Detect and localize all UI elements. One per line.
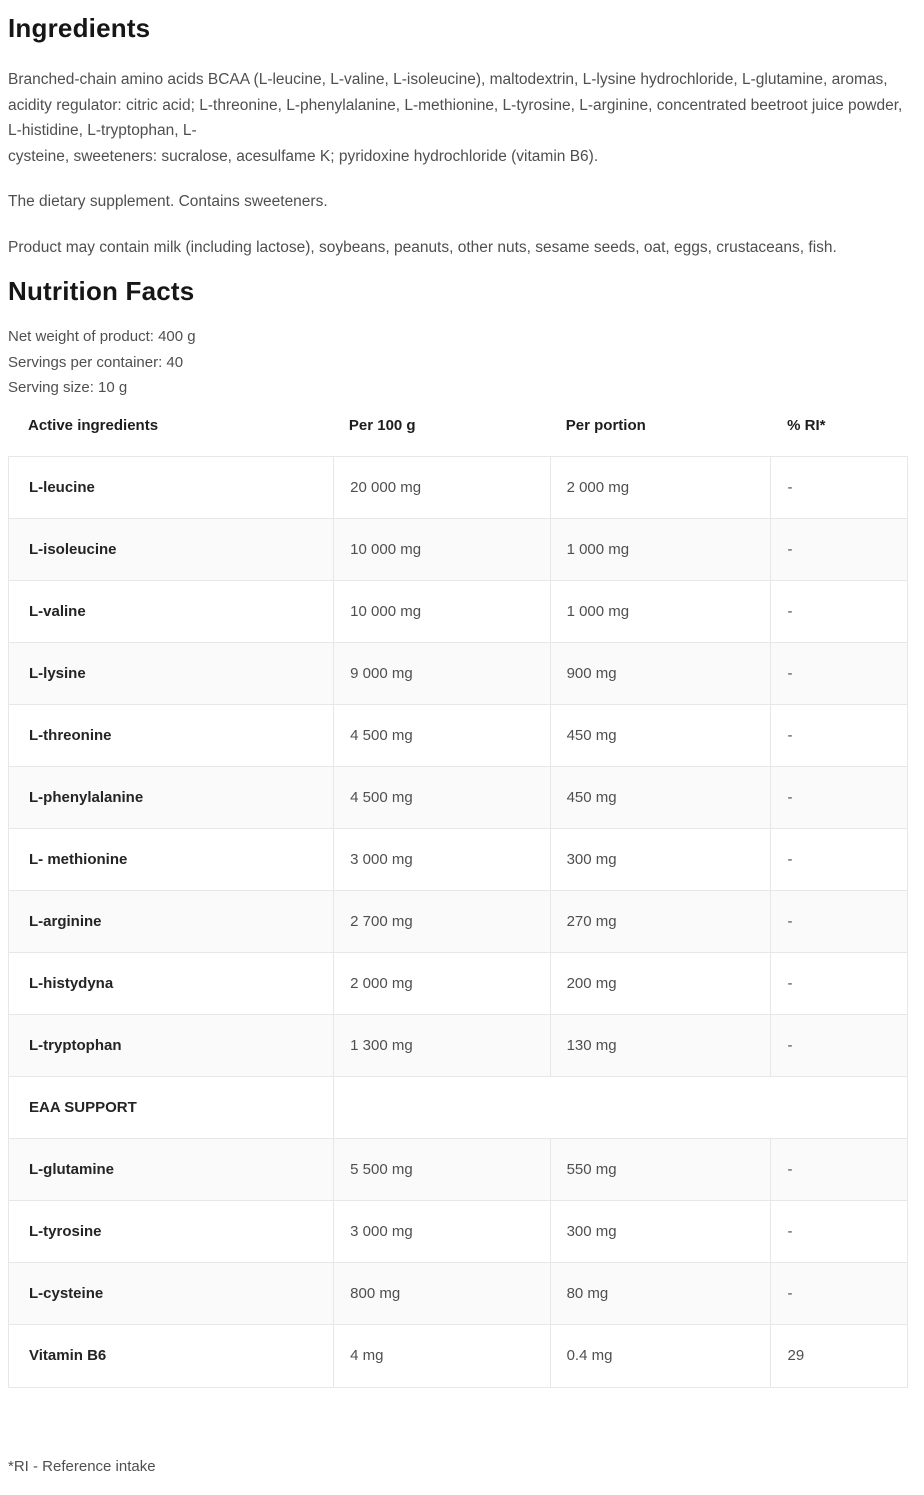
reference-intake-footnote: *RI - Reference intake	[8, 1457, 156, 1475]
ingredient-value-cell: -	[770, 1015, 906, 1076]
table-section-row	[9, 1077, 907, 1139]
ingredient-name-cell: L-tryptophan	[29, 1036, 122, 1054]
ingredient-name-cell: L-isoleucine	[29, 540, 117, 558]
table-row	[9, 1015, 907, 1077]
header-per-100g: Per 100 g	[348, 416, 416, 434]
ingredient-value-cell: 550 mg	[550, 1139, 771, 1200]
ingredient-value-cell: -	[770, 953, 906, 1014]
ingredient-value-cell: -	[770, 643, 906, 704]
table-row	[9, 1325, 907, 1387]
table-row	[9, 581, 907, 643]
table-row	[9, 953, 907, 1015]
ingredient-name-cell: L-cysteine	[29, 1284, 104, 1302]
nutrition-table	[8, 456, 908, 1388]
ingredient-name-cell: L-leucine	[29, 478, 95, 496]
ingredients-title: Ingredients	[8, 13, 151, 43]
ingredient-value-cell: 0.4 mg	[550, 1325, 771, 1387]
ingredient-value-cell: 3 000 mg	[333, 829, 549, 890]
table-row	[9, 519, 907, 581]
ingredient-name-cell: L-threonine	[29, 726, 112, 744]
ingredient-value-cell: -	[770, 891, 906, 952]
ingredient-value-cell: 900 mg	[550, 643, 771, 704]
ingredient-value-cell: 29	[770, 1325, 906, 1387]
ingredient-value-cell: 1 000 mg	[550, 581, 771, 642]
ingredient-value-cell: 270 mg	[550, 891, 771, 952]
ingredient-name-cell: L-histydyna	[29, 974, 114, 992]
ingredient-value-cell: 4 500 mg	[333, 767, 549, 828]
table-row	[9, 829, 907, 891]
ingredient-value-cell: 1 300 mg	[333, 1015, 549, 1076]
servings-per-container: Servings per container: 40	[8, 353, 184, 371]
ingredient-value-cell: 300 mg	[550, 1201, 771, 1262]
ingredient-value-cell: 10 000 mg	[333, 519, 549, 580]
header-percent-ri: % RI*	[787, 416, 826, 434]
table-row	[9, 457, 907, 519]
nutrition-facts-title: Nutrition Facts	[8, 276, 195, 306]
table-row	[9, 1263, 907, 1325]
ingredient-name-cell: L- methionine	[29, 850, 128, 868]
ingredient-value-cell: 4 mg	[333, 1325, 549, 1387]
header-active-ingredients: Active ingredients	[28, 416, 159, 434]
allergen-note: Product may contain milk (including lactose), soybeans, peanuts, other nuts, sesame seeds, oat, eggs, crustaceans, fish.	[8, 238, 837, 256]
ingredient-value-cell: -	[770, 581, 906, 642]
ingredients-composition-line1: Branched-chain amino acids BCAA (L-leucine, L-valine, L-isoleucine), maltodextrin, L-lysine hydrochloride, L-glutamine, aromas, acidity regulator: citric acid; L-threonine, L-phenylalanine, L-methionine, L-tyrosine, L-arginine, concentrated beetroot juice powder, L-histidine, L-tryptophan, L-	[8, 71, 903, 139]
ingredient-name-cell: L-arginine	[29, 912, 102, 930]
ingredient-value-cell: 200 mg	[550, 953, 771, 1014]
table-row	[9, 1139, 907, 1201]
net-weight: Net weight of product: 400 g	[8, 328, 196, 345]
ingredient-value-cell: 3 000 mg	[333, 1201, 549, 1262]
ingredient-name-cell: L-valine	[29, 602, 86, 620]
ingredient-value-cell: 10 000 mg	[333, 581, 549, 642]
ingredient-value-cell: 2 700 mg	[333, 891, 549, 952]
ingredient-value-cell: 9 000 mg	[333, 643, 549, 704]
ingredient-value-cell: 130 mg	[550, 1015, 771, 1076]
ingredient-name-cell: L-glutamine	[29, 1160, 114, 1178]
ingredient-name-cell: L-tyrosine	[29, 1222, 102, 1240]
ingredient-value-cell: 5 500 mg	[333, 1139, 549, 1200]
ingredient-value-cell: -	[770, 829, 906, 890]
supplement-note: The dietary supplement. Contains sweeteners.	[8, 193, 328, 210]
ingredient-value-cell: 20 000 mg	[333, 457, 549, 518]
ingredient-value-cell: 4 500 mg	[333, 705, 549, 766]
ingredient-value-cell: -	[770, 705, 906, 766]
ingredient-value-cell: -	[770, 1201, 906, 1262]
ingredient-name-cell: L-lysine	[29, 664, 86, 682]
ingredient-value-cell: 450 mg	[550, 767, 771, 828]
ingredient-value-cell: -	[770, 1263, 906, 1324]
nutrition-meta	[8, 324, 908, 401]
ingredient-value-cell: 80 mg	[550, 1263, 771, 1324]
table-row	[9, 891, 907, 953]
ingredient-value-cell: -	[770, 767, 906, 828]
ingredient-value-cell: 2 000 mg	[550, 457, 771, 518]
ingredient-value-cell: 800 mg	[333, 1263, 549, 1324]
table-row	[9, 705, 907, 767]
table-row	[9, 767, 907, 829]
ingredient-value-cell: -	[770, 1139, 906, 1200]
ingredient-value-cell: 1 000 mg	[550, 519, 771, 580]
ingredient-value-cell: 2 000 mg	[333, 953, 549, 1014]
ingredients-composition-line2: cysteine, sweeteners: sucralose, acesulfame K; pyridoxine hydrochloride (vitamin B6).	[8, 147, 599, 165]
table-row	[9, 1201, 907, 1263]
table-header-row	[8, 417, 908, 434]
table-row	[9, 643, 907, 705]
serving-size: Serving size: 10 g	[8, 379, 128, 396]
ingredient-value-cell: -	[770, 519, 906, 580]
ingredient-value-cell: 300 mg	[550, 829, 771, 890]
ingredient-name-cell: EAA SUPPORT	[29, 1098, 137, 1116]
ingredient-value-cell: 450 mg	[550, 705, 771, 766]
header-per-portion: Per portion	[565, 416, 646, 434]
ingredient-name-cell: Vitamin B6	[29, 1347, 107, 1364]
ingredient-name-cell: L-phenylalanine	[29, 788, 144, 806]
ingredient-value-cell: -	[770, 457, 906, 518]
ingredient-value-cell	[333, 1077, 907, 1138]
ingredients-composition	[8, 67, 908, 169]
